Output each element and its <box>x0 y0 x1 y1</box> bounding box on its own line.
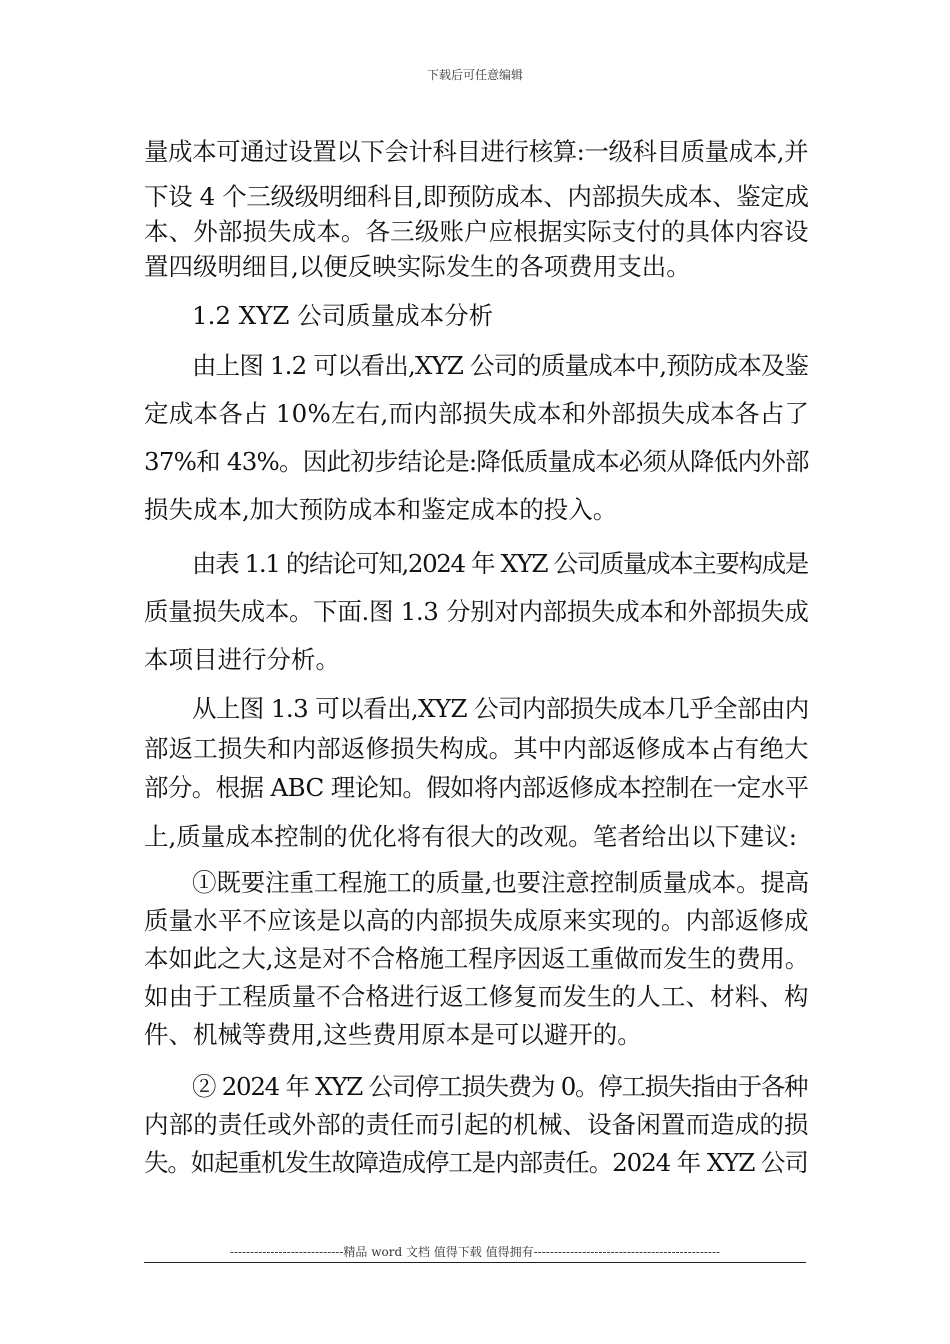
text-line: 损失成本,加大预防成本和鉴定成本的投入。 <box>144 495 618 524</box>
text-line: 部返工损失和内部返修损失构成。其中内部返修成本占有绝大 <box>144 734 809 763</box>
text-line: ② 2024 年 XYZ 公司停工损失费为 0。停工损失指由于各种 <box>192 1072 808 1101</box>
text-line: 由表 1.1 的结论可知,2024 年 XYZ 公司质量成本主要构成是 <box>192 549 808 578</box>
text-line: 内部的责任或外部的责任而引起的机械、设备闲置而造成的损 <box>144 1110 809 1139</box>
text-line: 置四级明细目,以便反映实际发生的各项费用支出。 <box>144 252 691 281</box>
text-line: 如由于工程质量不合格进行返工修复而发生的人工、材料、构 <box>144 982 809 1011</box>
paragraph-internal-loss-analysis <box>144 688 809 860</box>
page-footer-note: ----------------------------精品 word 文档 值得下载 值得拥有---------------------------------------------- <box>229 1245 721 1259</box>
paragraph-table-conclusion <box>144 540 809 684</box>
text-line: 质量损失成本。下面.图 1.3 分别对内部损失成本和外部损失成 <box>144 597 809 626</box>
text-line: 本、外部损失成本。各三级账户应根据实际支付的具体内容设 <box>144 217 809 246</box>
paragraph-accounting-subjects <box>144 130 809 288</box>
text-line: 上,质量成本控制的优化将有很大的改观。笔者给出以下建议: <box>144 822 798 851</box>
section-heading-text: 1.2 XYZ 公司质量成本分析 <box>192 301 494 330</box>
paragraph-suggestion-2 <box>144 1068 809 1182</box>
document-body <box>144 130 809 1182</box>
text-line: 下设 4 个三级级明细科目,即预防成本、内部损失成本、鉴定成 <box>144 182 809 211</box>
page-header-note: 下载后可任意编辑 <box>426 68 523 82</box>
text-line: 部分。根据 ABC 理论知。假如将内部返修成本控制在一定水平 <box>144 773 809 802</box>
paragraph-cost-composition <box>144 342 809 534</box>
text-line: 由上图 1.2 可以看出,XYZ 公司的质量成本中,预防成本及鉴 <box>192 351 809 380</box>
footer-divider <box>144 1262 806 1263</box>
section-heading <box>144 296 809 336</box>
text-line: 量成本可通过设置以下会计科目进行核算:一级科目质量成本,并 <box>144 137 809 166</box>
text-line: ①既要注重工程施工的质量,也要注意控制质量成本。提高 <box>192 868 809 897</box>
paragraph-suggestion-1 <box>144 864 809 1054</box>
text-line: 本项目进行分析。 <box>144 645 340 674</box>
text-line: 定成本各占 10%左右,而内部损失成本和外部损失成本各占了 <box>144 399 809 428</box>
text-line: 失。如起重机发生故障造成停工是内部责任。2024 年 XYZ 公司 <box>144 1148 808 1177</box>
text-line: 质量水平不应该是以高的内部损失成原来实现的。内部返修成 <box>144 906 809 935</box>
text-line: 件、机械等费用,这些费用原本是可以避开的。 <box>144 1020 642 1049</box>
text-line: 37%和 43%。因此初步结论是:降低质量成本必须从降低内外部 <box>144 447 809 476</box>
text-line: 从上图 1.3 可以看出,XYZ 公司内部损失成本几乎全部由内 <box>192 694 809 723</box>
text-line: 本如此之大,这是对不合格施工程序因返工重做而发生的费用。 <box>144 944 809 973</box>
